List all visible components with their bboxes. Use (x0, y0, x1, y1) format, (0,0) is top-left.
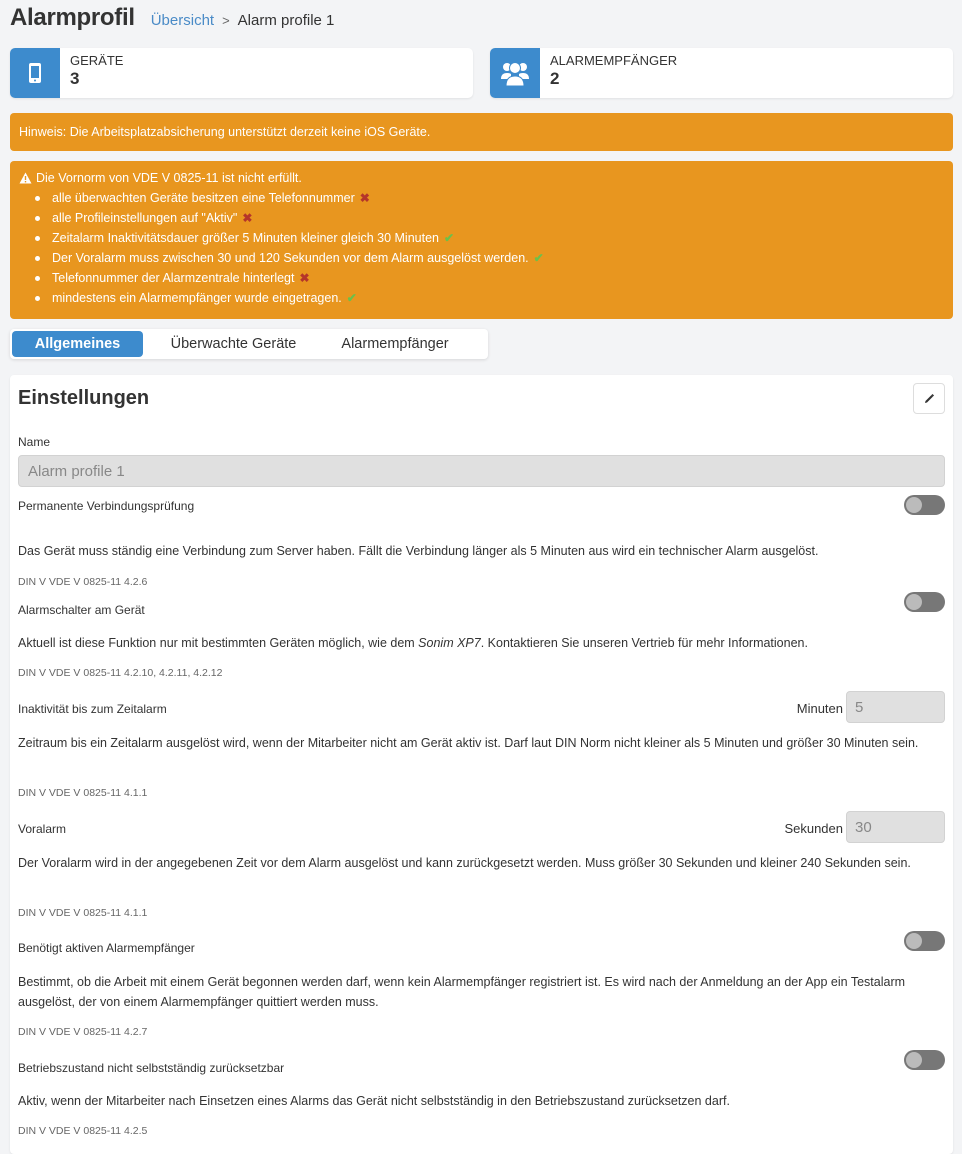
users-icon (490, 48, 540, 98)
pencil-icon (923, 393, 935, 405)
permanent-connection-check-toggle[interactable] (904, 495, 945, 515)
stat-card-alarm-receivers (490, 48, 953, 98)
name-label: Name (18, 435, 51, 449)
fail-x-icon: ✖ (242, 211, 253, 225)
stat-value: 2 (550, 69, 560, 88)
norm-reference: DIN V VDE V 0825-11 4.1.1 (18, 787, 148, 799)
setting-description: Aktuell ist diese Funktion nur mit bestimmten Geräten möglich, wie dem Sonim XP7. Kontaktieren Sie unseren Vertrieb für mehr Informationen. (18, 636, 808, 650)
setting-label: Betriebszustand nicht selbstständig zurücksetzbar (18, 1061, 285, 1075)
breadcrumb-separator: > (222, 13, 230, 28)
norm-reference: DIN V VDE V 0825-11 4.1.1 (18, 907, 148, 919)
setting-label: Permanente Verbindungsprüfung (18, 499, 195, 513)
tab-alarm-receivers[interactable]: Alarmempfänger (341, 336, 449, 352)
breadcrumb-current: Alarm profile 1 (237, 12, 335, 29)
tab-bar (10, 329, 488, 359)
norm-item: alle überwachten Geräte besitzen eine Telefonnummer ✖ (35, 188, 944, 208)
device-alarm-switch-toggle[interactable] (904, 592, 945, 612)
check-icon: ✔ (444, 231, 455, 245)
hint-text: Hinweis: Die Arbeitsplatzabsicherung unterstützt derzeit keine iOS Geräte. (19, 125, 431, 139)
stat-label: ALARMEMPFÄNGER (550, 53, 678, 68)
settings-panel (10, 375, 953, 1154)
fail-x-icon: ✖ (359, 191, 370, 205)
ios-hint-alert (10, 113, 953, 151)
setting-description: Zeitraum bis ein Zeitalarm ausgelöst wird, wenn der Mitarbeiter nicht am Gerät aktiv ist. Darf laut DIN Norm nicht kleiner als 5 Minuten und größer 30 Minuten sein. (18, 736, 919, 750)
check-icon: ✔ (533, 251, 544, 265)
setting-description: Aktiv, wenn der Mitarbeiter nach Einsetzen eines Alarms das Gerät nicht selbstständig in den Betriebszustand zurücksetzen darf. (18, 1094, 730, 1108)
norm-item: Zeitalarm Inaktivitätsdauer größer 5 Minuten kleiner gleich 30 Minuten ✔ (35, 228, 944, 248)
panel-title: Einstellungen (18, 387, 150, 409)
norm-reference: DIN V VDE V 0825-11 4.2.5 (18, 1125, 148, 1137)
norm-checklist (19, 188, 944, 308)
setting-label: Voralarm (18, 822, 67, 836)
breadcrumb-link-overview[interactable]: Übersicht (150, 12, 215, 29)
breadcrumb (151, 12, 335, 29)
norm-reference: DIN V VDE V 0825-11 4.2.6 (18, 576, 148, 588)
inactivity-minutes-input[interactable]: 5 (846, 691, 945, 723)
setting-label: Inaktivität bis zum Zeitalarm (18, 702, 167, 716)
mobile-phone-icon (10, 48, 60, 98)
setting-description: Bestimmt, ob die Arbeit mit einem Gerät begonnen werden darf, wenn kein Alarmempfänger registriert ist. Es wird nach der Anmeldung an der App ein Testalarm ausgelöst, der von einem Alarmempfänger quittiert werden muss. (18, 975, 906, 1009)
setting-label: Alarmschalter am Gerät (18, 603, 145, 617)
setting-description: Der Voralarm wird in der angegebenen Zeit vor dem Alarm ausgelöst und kann zurückgesetzt werden. Muss größer 30 Sekunden und kleiner 240 Sekunden sein. (18, 856, 911, 870)
norm-item: Der Voralarm muss zwischen 30 und 120 Sekunden vor dem Alarm ausgelöst werden. ✔ (35, 248, 944, 268)
unit-label: Sekunden (784, 821, 843, 836)
norm-item: mindestens ein Alarmempfänger wurde eingetragen. ✔ (35, 288, 944, 308)
pre-alarm-seconds-input[interactable]: 30 (846, 811, 945, 843)
stat-label: GERÄTE (70, 53, 124, 68)
norm-item: alle Profileinstellungen auf "Aktiv" ✖ (35, 208, 944, 228)
setting-label: Benötigt aktiven Alarmempfänger (18, 941, 195, 955)
norm-reference: DIN V VDE V 0825-11 4.2.10, 4.2.11, 4.2.12 (18, 667, 223, 679)
setting-description: Das Gerät muss ständig eine Verbindung zum Server haben. Fällt die Verbindung länger als 5 Minuten aus wird ein technischer Alarm ausgelöst. (18, 544, 819, 558)
page-title: Alarmprofil (10, 4, 135, 31)
warning-triangle-icon (19, 172, 32, 184)
norm-item: Telefonnummer der Alarmzentrale hinterlegt ✖ (35, 268, 944, 288)
check-icon: ✔ (346, 291, 357, 305)
profile-name-input[interactable]: Alarm profile 1 (18, 455, 945, 487)
stat-value: 3 (70, 69, 80, 88)
page-header (10, 4, 334, 32)
edit-button[interactable] (913, 383, 945, 414)
norm-title: Die Vornorm von VDE V 0825-11 ist nicht erfüllt. (36, 171, 302, 185)
requires-active-receiver-toggle[interactable] (904, 931, 945, 951)
unit-label: Minuten (796, 701, 843, 716)
operating-state-not-resettable-toggle[interactable] (904, 1050, 945, 1070)
fail-x-icon: ✖ (299, 271, 310, 285)
tab-general[interactable]: Allgemeines (12, 331, 143, 357)
norm-warning-alert (10, 161, 953, 319)
stat-card-devices (10, 48, 473, 98)
tab-monitored-devices[interactable]: Überwachte Geräte (170, 336, 297, 352)
norm-reference: DIN V VDE V 0825-11 4.2.7 (18, 1026, 148, 1038)
